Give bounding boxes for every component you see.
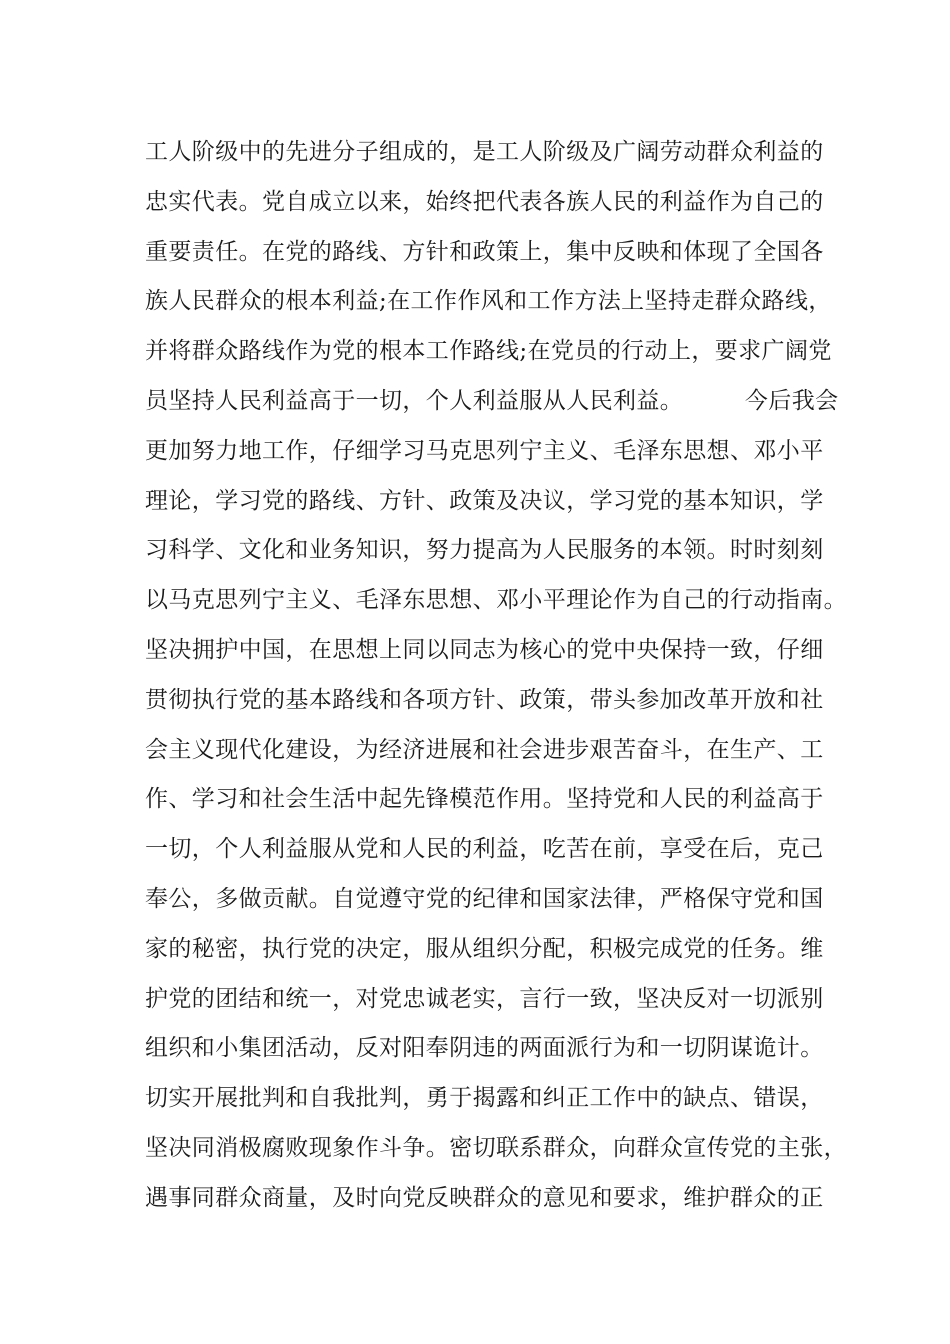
text-line-13: 会主义现代化建设，为经济进展和社会进步艰苦奋斗，在生产、工 [145,736,824,763]
text-line-2: 忠实代表。党自成立以来，始终把代表各族人民的利益作为自己的 [145,188,824,215]
text-line-1: 工人阶级中的先进分子组成的，是工人阶级及广阔劳动群众利益的 [145,139,824,165]
text-line-4: 族人民群众的根本利益;在工作作风和工作方法上坚持走群众路线， [145,288,832,315]
text-line-14: 作、学习和社会生活中起先锋模范作用。坚持党和人民的利益高于 [145,786,824,813]
text-line-7: 更加努力地工作，仔细学习马克思列宁主义、毛泽东思想、邓小平 [145,437,824,464]
text-line-3: 重要责任。在党的路线、方针和政策上，集中反映和体现了全国各 [145,238,824,265]
text-line-11: 坚决拥护中国，在思想上同以同志为核心的党中央保持一致，仔细 [145,636,824,663]
text-line-12: 贯彻执行党的基本路线和各项方针、政策，带头参加改革开放和社 [145,686,824,713]
text-line-15: 一切，个人利益服从党和人民的利益，吃苦在前，享受在后，克己 [145,836,824,863]
body-text [145,128,847,1224]
text-line-19: 组织和小集团活动，反对阳奉阴违的两面派行为和一切阴谋诡计。 [145,1035,824,1062]
text-line-9: 习科学、文化和业务知识，努力提高为人民服务的本领。时时刻刻 [145,537,824,564]
text-line-16: 奉公，多做贡献。自觉遵守党的纪律和国家法律，严格保守党和国 [145,885,824,912]
text-line-5: 并将群众路线作为党的根本工作路线;在党员的行动上，要求广阔党 [145,338,832,365]
text-line-6: 员坚持人民利益高于一切，个人利益服从人民利益。 今后我会 [145,387,839,414]
text-line-17: 家的秘密，执行党的决定，服从组织分配，积极完成党的任务。维 [145,935,824,962]
text-line-20: 切实开展批判和自我批判，勇于揭露和纠正工作中的缺点、错误， [145,1085,824,1112]
text-line-8: 理论，学习党的路线、方针、政策及决议，学习党的基本知识，学 [145,487,824,514]
text-line-10: 以马克思列宁主义、毛泽东思想、邓小平理论作为自己的行动指南。 [145,587,847,614]
text-line-21: 坚决同消极腐败现象作斗争。密切联系群众，向群众宣传党的主张， [145,1134,847,1161]
text-line-18: 护党的团结和统一，对党忠诚老实，言行一致，坚决反对一切派别 [145,985,824,1012]
text-line-22: 遇事同群众商量，及时向党反映群众的意见和要求，维护群众的正 [145,1184,824,1211]
